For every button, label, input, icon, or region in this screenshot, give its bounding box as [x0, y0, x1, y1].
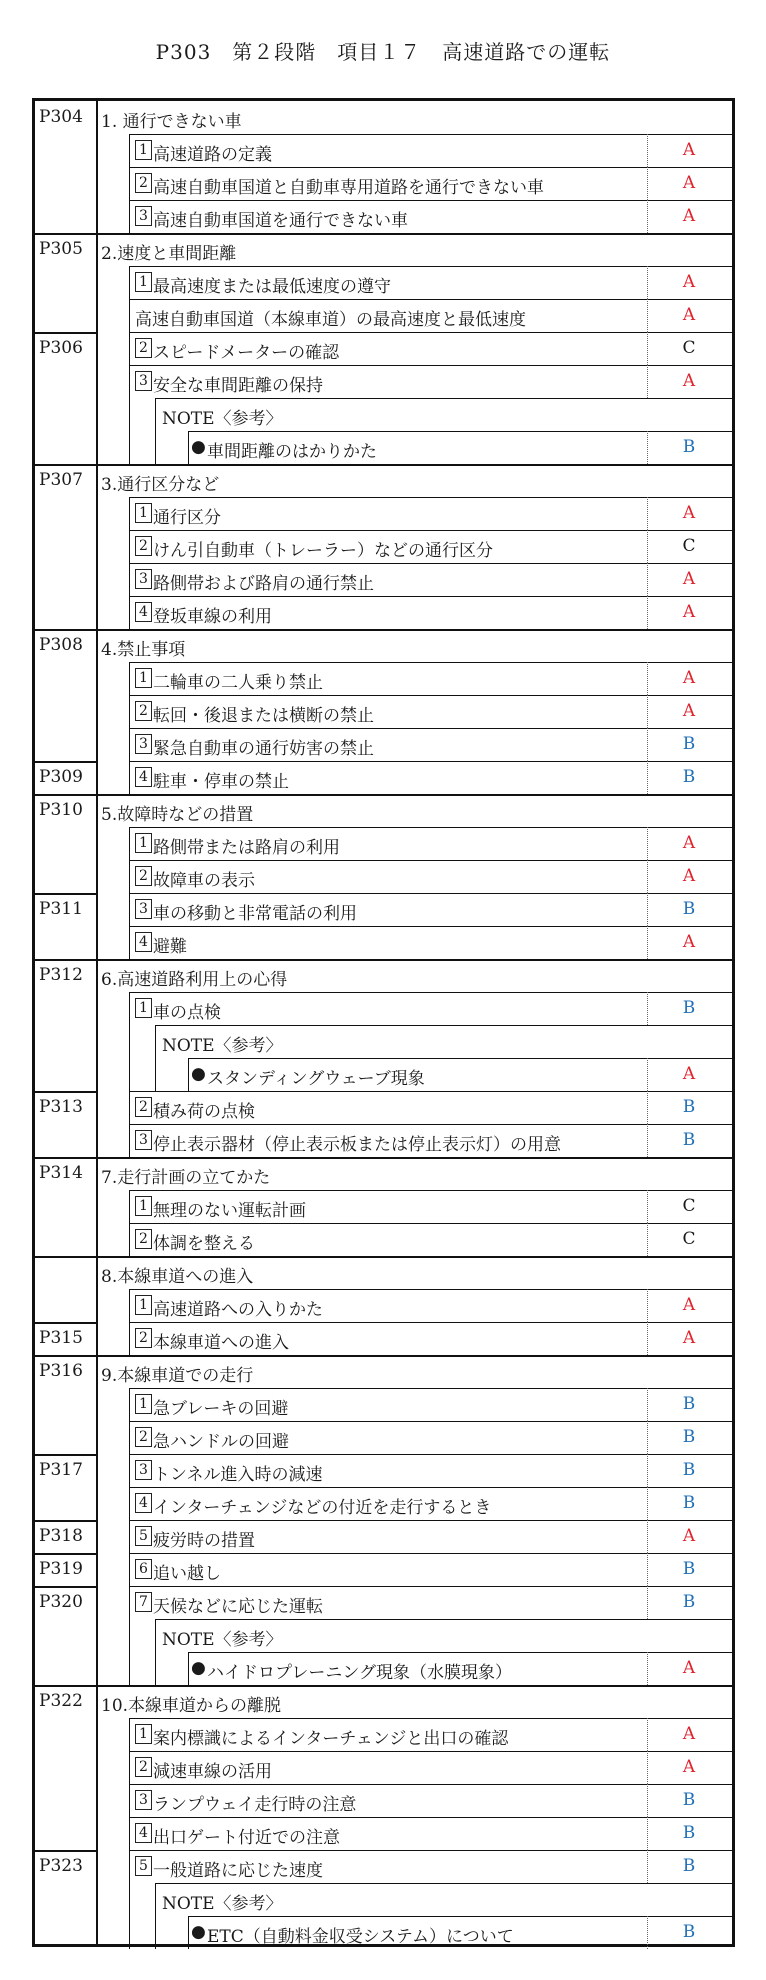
- item-text: 転回・後退または横断の禁止: [153, 706, 374, 726]
- item-text: 積み荷の点検: [153, 1102, 255, 1122]
- curriculum-table: [32, 98, 735, 1947]
- note-label: NOTE〈参考〉: [162, 1036, 283, 1056]
- item-number: 3: [135, 569, 152, 589]
- item-number: 2: [135, 1757, 152, 1777]
- column-divider: [155, 1883, 156, 1949]
- grade-mark: A: [682, 206, 696, 226]
- item-text: 高速自動車国道（本線車道）の最高速度と最低速度: [135, 310, 526, 330]
- item-text: スピードメーターの確認: [153, 343, 340, 363]
- item-number: 2: [135, 866, 152, 886]
- column-divider: [647, 1751, 648, 1784]
- page-ref: P305: [39, 239, 83, 259]
- item-number: 2: [135, 536, 152, 556]
- page-ref: P312: [39, 965, 83, 985]
- column-divider: [647, 1223, 648, 1256]
- column-divider: [647, 1586, 648, 1619]
- row-divider: [129, 167, 732, 168]
- bullet-marker: ●: [191, 1064, 206, 1084]
- grade-mark: A: [682, 1064, 696, 1084]
- column-divider: [647, 266, 648, 299]
- item-text: 一般道路に応じた速度: [153, 1861, 323, 1881]
- row-divider: [129, 893, 732, 894]
- column-divider: [647, 1388, 648, 1421]
- column-divider: [647, 167, 648, 200]
- column-divider: [155, 1025, 156, 1091]
- bullet-marker: ●: [191, 1922, 206, 1942]
- item-number: 4: [135, 932, 152, 952]
- section-title: 6.高速道路利用上の心得: [101, 970, 288, 990]
- column-divider: [647, 1487, 648, 1520]
- item-number: 4: [135, 767, 152, 787]
- page-ref: P307: [39, 470, 83, 490]
- grade-mark: A: [682, 932, 696, 952]
- section-title: 9.本線車道での走行: [101, 1366, 254, 1386]
- item-text: 追い越し: [153, 1564, 221, 1584]
- column-divider: [129, 662, 130, 794]
- item-text: 高速道路への入りかた: [153, 1300, 323, 1320]
- item-number: 2: [135, 173, 152, 193]
- item-number: 3: [135, 1460, 152, 1480]
- page-ref: P313: [39, 1097, 83, 1117]
- row-divider: [129, 1718, 732, 1719]
- item-text: 無理のない運転計画: [153, 1201, 306, 1221]
- item-number: 1: [135, 668, 152, 688]
- item-text: ランプウェイ走行時の注意: [153, 1795, 357, 1815]
- row-divider: [129, 860, 732, 861]
- item-number: 7: [135, 1592, 152, 1612]
- item-number: 3: [135, 1130, 152, 1150]
- item-text: 出口ゲート付近での注意: [153, 1828, 340, 1848]
- grade-mark: A: [682, 833, 696, 853]
- row-divider: [129, 728, 732, 729]
- page-ref: P320: [39, 1592, 83, 1612]
- item-number: 1: [135, 1295, 152, 1315]
- column-divider: [129, 827, 130, 959]
- row-divider: [129, 1091, 732, 1092]
- column-divider: [129, 1190, 130, 1256]
- column-divider: [647, 134, 648, 167]
- column-divider: [96, 101, 98, 1944]
- row-divider: [129, 926, 732, 927]
- item-text: 高速道路の定義: [153, 145, 272, 165]
- column-divider: [647, 1454, 648, 1487]
- item-text: 登坂車線の利用: [153, 607, 272, 627]
- item-number: 4: [135, 602, 152, 622]
- item-number: 1: [135, 1394, 152, 1414]
- item-text: 駐車・停車の禁止: [153, 772, 289, 792]
- grade-mark: B: [682, 1790, 696, 1810]
- item-text: 高速自動車国道と自動車専用道路を通行できない車: [153, 178, 544, 198]
- column-divider: [647, 1652, 648, 1685]
- item-text: 車の点検: [153, 1003, 221, 1023]
- item-text: インターチェンジなどの付近を走行するとき: [153, 1498, 492, 1518]
- grade-mark: A: [682, 1295, 696, 1315]
- row-divider: [129, 1124, 732, 1125]
- page-ref: P318: [39, 1526, 83, 1546]
- row-divider: [129, 497, 732, 498]
- column-divider: [647, 299, 648, 332]
- grade-mark: B: [682, 1493, 696, 1513]
- item-text: 路側帯および路肩の通行禁止: [153, 574, 374, 594]
- column-divider: [647, 1091, 648, 1124]
- grade-mark: B: [682, 767, 696, 787]
- grade-mark: B: [682, 1427, 696, 1447]
- row-divider: [129, 299, 732, 300]
- page-ref: P310: [39, 800, 83, 820]
- grade-mark: C: [682, 338, 696, 358]
- grade-mark: A: [682, 1328, 696, 1348]
- item-number: 2: [135, 1097, 152, 1117]
- grade-mark: A: [682, 866, 696, 886]
- note-item-text: ETC（自動料金収受システム）について: [207, 1927, 514, 1947]
- item-number: 5: [135, 1526, 152, 1546]
- column-divider: [647, 1124, 648, 1157]
- item-number: 1: [135, 272, 152, 292]
- column-divider: [129, 992, 130, 1157]
- item-text: 安全な車間距離の保持: [153, 376, 323, 396]
- row-divider: [129, 1784, 732, 1785]
- page-ref: P306: [39, 338, 83, 358]
- item-text: 急ブレーキの回避: [153, 1399, 289, 1419]
- grade-mark: A: [682, 173, 696, 193]
- grade-mark: B: [682, 1856, 696, 1876]
- row-divider: [155, 1025, 732, 1026]
- item-number: 1: [135, 998, 152, 1018]
- row-divider: [35, 1256, 732, 1258]
- column-divider: [129, 134, 130, 233]
- note-item-text: 車間距離のはかりかた: [207, 442, 377, 462]
- item-number: 5: [135, 1856, 152, 1876]
- column-divider: [188, 1652, 189, 1685]
- column-divider: [129, 1718, 130, 1949]
- row-divider: [35, 1586, 96, 1588]
- row-divider: [129, 1586, 732, 1587]
- column-divider: [647, 695, 648, 728]
- column-divider: [647, 926, 648, 959]
- row-divider: [35, 1685, 732, 1687]
- column-divider: [647, 1322, 648, 1355]
- page-ref: P308: [39, 635, 83, 655]
- column-divider: [129, 1388, 130, 1685]
- column-divider: [647, 365, 648, 398]
- grade-mark: B: [682, 899, 696, 919]
- note-label: NOTE〈参考〉: [162, 1630, 283, 1650]
- item-text: 停止表示器材（停止表示板または停止表示灯）の用意: [153, 1135, 561, 1155]
- column-divider: [647, 728, 648, 761]
- item-text: 急ハンドルの回避: [153, 1432, 289, 1452]
- column-divider: [155, 398, 156, 464]
- grade-mark: C: [682, 536, 696, 556]
- row-divider: [35, 1322, 96, 1324]
- row-divider: [129, 332, 732, 333]
- column-divider: [647, 1421, 648, 1454]
- column-divider: [188, 1058, 189, 1091]
- row-divider: [155, 1619, 732, 1620]
- item-number: 3: [135, 734, 152, 754]
- grade-mark: A: [682, 602, 696, 622]
- item-text: 車の移動と非常電話の利用: [153, 904, 357, 924]
- row-divider: [129, 1454, 732, 1455]
- item-number: 2: [135, 1427, 152, 1447]
- page-ref: P316: [39, 1361, 83, 1381]
- column-divider: [647, 662, 648, 695]
- column-divider: [647, 827, 648, 860]
- row-divider: [129, 596, 732, 597]
- item-number: 1: [135, 1196, 152, 1216]
- row-divider: [155, 398, 732, 399]
- section-title: 3.通行区分など: [101, 475, 220, 495]
- item-number: 3: [135, 206, 152, 226]
- row-divider: [129, 563, 732, 564]
- column-divider: [647, 992, 648, 1025]
- item-number: 3: [135, 899, 152, 919]
- column-divider: [647, 1190, 648, 1223]
- row-divider: [188, 1652, 732, 1653]
- column-divider: [647, 1718, 648, 1751]
- item-text: 通行区分: [153, 508, 221, 528]
- row-divider: [129, 1223, 732, 1224]
- column-divider: [647, 563, 648, 596]
- row-divider: [35, 959, 732, 961]
- column-divider: [647, 1850, 648, 1883]
- row-divider: [35, 332, 96, 334]
- row-divider: [129, 1190, 732, 1191]
- grade-mark: C: [682, 1196, 696, 1216]
- grade-mark: A: [682, 272, 696, 292]
- item-number: 4: [135, 1493, 152, 1513]
- row-divider: [129, 1520, 732, 1521]
- grade-mark: A: [682, 569, 696, 589]
- row-divider: [129, 662, 732, 663]
- row-divider: [155, 1883, 732, 1884]
- row-divider: [35, 761, 96, 763]
- row-divider: [35, 233, 732, 235]
- grade-mark: B: [682, 1823, 696, 1843]
- column-divider: [647, 1784, 648, 1817]
- item-number: 3: [135, 371, 152, 391]
- item-text: 避難: [153, 937, 187, 957]
- row-divider: [188, 1058, 732, 1059]
- column-divider: [155, 1619, 156, 1685]
- item-number: 1: [135, 140, 152, 160]
- grade-mark: B: [682, 1922, 696, 1942]
- column-divider: [647, 1520, 648, 1553]
- row-divider: [129, 761, 732, 762]
- row-divider: [188, 1916, 732, 1917]
- row-divider: [35, 1355, 732, 1357]
- column-divider: [647, 893, 648, 926]
- grade-mark: A: [682, 1757, 696, 1777]
- section-title: 10.本線車道からの離脱: [101, 1696, 282, 1716]
- grade-mark: B: [682, 1460, 696, 1480]
- row-divider: [35, 893, 96, 895]
- item-text: 減速車線の活用: [153, 1762, 272, 1782]
- column-divider: [647, 761, 648, 794]
- page-title: P303 第２段階 項目１７ 高速道路での運転: [155, 40, 611, 64]
- row-divider: [129, 266, 732, 267]
- grade-mark: B: [682, 1592, 696, 1612]
- column-divider: [129, 1289, 130, 1355]
- item-number: 1: [135, 833, 152, 853]
- grade-mark: A: [682, 371, 696, 391]
- item-number: 1: [135, 1724, 152, 1744]
- row-divider: [129, 1388, 732, 1389]
- note-item-text: スタンディングウェーブ現象: [207, 1069, 425, 1089]
- grade-mark: A: [682, 140, 696, 160]
- row-divider: [35, 1454, 96, 1456]
- note-item-text: ハイドロプレーニング現象（水膜現象）: [207, 1663, 512, 1683]
- grade-mark: C: [682, 1229, 696, 1249]
- grade-mark: A: [682, 1724, 696, 1744]
- grade-mark: B: [682, 734, 696, 754]
- section-title: 2.速度と車間距離: [101, 244, 237, 264]
- row-divider: [35, 1091, 96, 1093]
- note-label: NOTE〈参考〉: [162, 1894, 283, 1914]
- item-text: 緊急自動車の通行妨害の禁止: [153, 739, 374, 759]
- section-title: 5.故障時などの措置: [101, 805, 254, 825]
- grade-mark: A: [682, 305, 696, 325]
- row-divider: [129, 1553, 732, 1554]
- page-ref: P322: [39, 1691, 83, 1711]
- column-divider: [188, 1916, 189, 1949]
- bullet-marker: ●: [191, 1658, 206, 1678]
- column-divider: [647, 1916, 648, 1949]
- item-text: 二輪車の二人乗り禁止: [153, 673, 323, 693]
- grade-mark: B: [682, 1097, 696, 1117]
- grade-mark: B: [682, 1394, 696, 1414]
- column-divider: [647, 1058, 648, 1091]
- column-divider: [647, 530, 648, 563]
- column-divider: [647, 431, 648, 464]
- section-title: 7.走行計画の立てかた: [101, 1168, 271, 1188]
- item-text: 高速自動車国道を通行できない車: [153, 211, 408, 231]
- column-divider: [129, 497, 130, 629]
- section-title: 8.本線車道への進入: [101, 1267, 254, 1287]
- row-divider: [35, 629, 732, 631]
- row-divider: [129, 1817, 732, 1818]
- item-number: 1: [135, 503, 152, 523]
- page-ref: P323: [39, 1856, 83, 1876]
- page-ref: P304: [39, 107, 83, 127]
- item-text: 案内標識によるインターチェンジと出口の確認: [153, 1729, 509, 1749]
- column-divider: [647, 1553, 648, 1586]
- column-divider: [647, 596, 648, 629]
- row-divider: [129, 134, 732, 135]
- row-divider: [129, 365, 732, 366]
- column-divider: [647, 1817, 648, 1850]
- item-number: 6: [135, 1559, 152, 1579]
- row-divider: [129, 1751, 732, 1752]
- bullet-marker: ●: [191, 437, 206, 457]
- item-text: 疲労時の措置: [153, 1531, 255, 1551]
- grade-mark: A: [682, 668, 696, 688]
- grade-mark: A: [682, 1658, 696, 1678]
- row-divider: [129, 1850, 732, 1851]
- row-divider: [129, 1289, 732, 1290]
- row-divider: [35, 464, 732, 466]
- item-text: 最高速度または最低速度の遵守: [153, 277, 391, 297]
- item-text: 体調を整える: [153, 1234, 255, 1254]
- column-divider: [188, 431, 189, 464]
- row-divider: [129, 1487, 732, 1488]
- grade-mark: B: [682, 998, 696, 1018]
- row-divider: [129, 200, 732, 201]
- item-number: 2: [135, 1328, 152, 1348]
- column-divider: [129, 266, 130, 464]
- item-text: けん引自動車（トレーラー）などの通行区分: [153, 541, 493, 561]
- column-divider: [647, 860, 648, 893]
- grade-mark: A: [682, 701, 696, 721]
- column-divider: [647, 332, 648, 365]
- page-ref: P311: [39, 899, 83, 919]
- row-divider: [35, 794, 732, 796]
- row-divider: [129, 1322, 732, 1323]
- item-number: 2: [135, 701, 152, 721]
- grade-mark: A: [682, 1526, 696, 1546]
- row-divider: [188, 431, 732, 432]
- row-divider: [35, 1520, 96, 1522]
- item-number: 2: [135, 1229, 152, 1249]
- item-text: 路側帯または路肩の利用: [153, 838, 340, 858]
- row-divider: [129, 992, 732, 993]
- column-divider: [647, 1289, 648, 1322]
- row-divider: [129, 695, 732, 696]
- section-title: 1. 通行できない車: [101, 112, 242, 132]
- column-divider: [647, 200, 648, 233]
- item-number: 3: [135, 1790, 152, 1810]
- item-text: 天候などに応じた運転: [153, 1597, 323, 1617]
- grade-mark: B: [682, 437, 696, 457]
- item-text: トンネル進入時の減速: [153, 1465, 323, 1485]
- page-ref: P319: [39, 1559, 83, 1579]
- section-title: 4.禁止事項: [101, 640, 186, 660]
- page-ref: P317: [39, 1460, 83, 1480]
- row-divider: [129, 1421, 732, 1422]
- page-ref: P315: [39, 1328, 83, 1348]
- grade-mark: B: [682, 1559, 696, 1579]
- column-divider: [647, 497, 648, 530]
- item-text: 故障車の表示: [153, 871, 255, 891]
- row-divider: [129, 827, 732, 828]
- page-ref: P309: [39, 767, 83, 787]
- row-divider: [35, 1553, 96, 1555]
- row-divider: [129, 530, 732, 531]
- row-divider: [35, 1850, 96, 1852]
- note-label: NOTE〈参考〉: [162, 409, 283, 429]
- page-ref: P314: [39, 1163, 83, 1183]
- item-text: 本線車道への進入: [153, 1333, 289, 1353]
- item-number: 4: [135, 1823, 152, 1843]
- row-divider: [35, 1157, 732, 1159]
- item-number: 2: [135, 338, 152, 358]
- grade-mark: B: [682, 1130, 696, 1150]
- grade-mark: A: [682, 503, 696, 523]
